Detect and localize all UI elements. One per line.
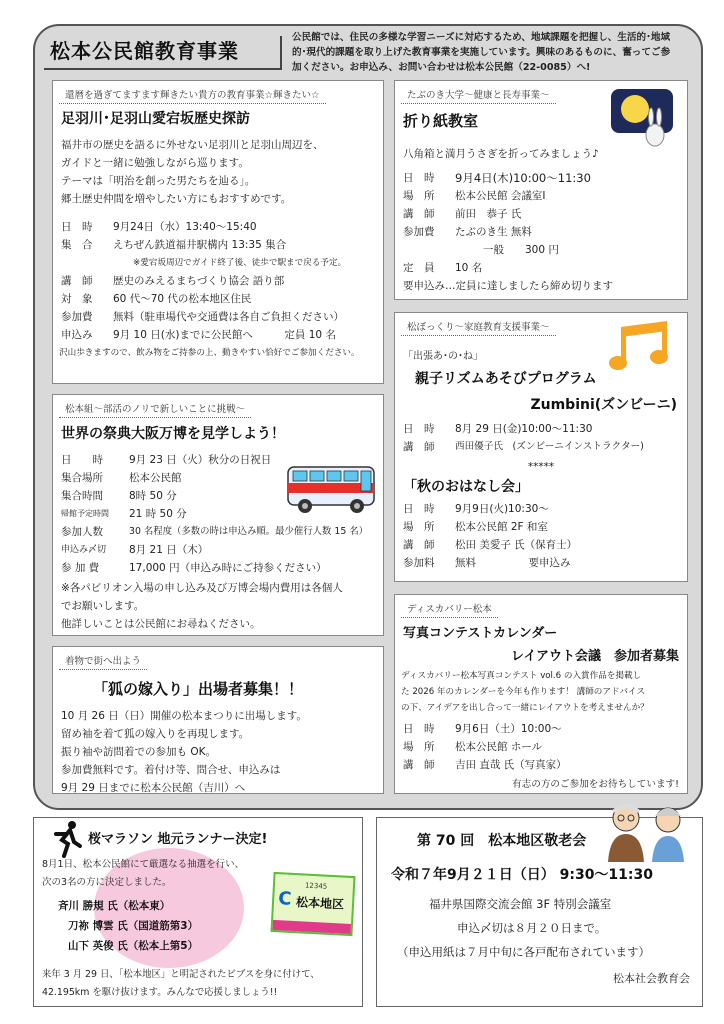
family-divider: ***** — [527, 461, 555, 473]
body-line: 参加費無料です。着付け等、問合せ、申込みは — [61, 764, 281, 776]
detail-value: 松本公民館 ホール — [455, 741, 543, 753]
desc-line: 公民館では、住民の多様な学習ニーズに対応するため、地域課題を把握し、生活的･地域 — [292, 32, 671, 43]
origami-intro: 八角箱と満月うさぎを折ってみましょう♪ — [403, 148, 599, 160]
detail-value: たぶのき生 無料 — [455, 226, 532, 238]
outro-line: 来年 3 月 29 日、「松本地区」と明記されたビブスを身に付けて、 — [42, 969, 320, 980]
family-details2 — [403, 500, 687, 572]
history-note: 沢山歩きますので、飲み物をご持参の上、動きやすい恰好でご参加ください。 — [59, 348, 360, 358]
detail-value: 吉田 直哉 氏（写真家） — [455, 759, 567, 771]
expo-card — [52, 394, 384, 636]
marathon-title: 桜マラソン 地元ランナー決定! — [88, 832, 268, 847]
detail-key: 場 所 — [403, 190, 435, 202]
discovery-title1: 写真コンテストカレンダー — [403, 626, 558, 641]
detail-value: 前田 恭子 氏 — [455, 208, 522, 220]
outro-line: 42.195km を駆け抜けます。みんなで応援しましょう!! — [42, 987, 278, 998]
expo-notes — [61, 579, 383, 633]
kitsune-card — [52, 646, 384, 794]
desc-line: 加ください。お申込み、お問い合わせは松本公民館（22-0085）へ! — [292, 62, 591, 73]
detail-key: 講 師 — [403, 759, 435, 771]
detail-row — [403, 241, 687, 259]
keirou-note: （申込用紙は７月中旬に各戸配布されています） — [397, 945, 650, 959]
detail-row — [61, 254, 383, 272]
detail-value: 9月 23 日（火）秋分の日祝日 — [129, 454, 272, 466]
detail-row — [403, 518, 687, 536]
detail-key: 日 時 — [61, 454, 103, 466]
desc-line: の下、アイデアを出し合って一緒にレイアウトを考えませんか？ — [401, 703, 649, 713]
detail-row — [403, 500, 687, 518]
bib-stripe — [273, 920, 351, 934]
header-description — [292, 30, 694, 75]
expo-tag: 松本組～部活のノリで新しいことに挑戦～ — [59, 399, 251, 418]
detail-row — [403, 756, 687, 774]
keirou-date: 令和７年9月２１日（日） 9:30～11:30 — [391, 867, 654, 883]
page-title: 松本公民館教育事業 — [44, 36, 282, 70]
body-line: 留め袖を着て狐の嫁入りを再現します。 — [61, 728, 250, 740]
detail-row — [61, 290, 383, 308]
detail-row — [61, 541, 383, 559]
detail-value: 9月4日(木)10:00～11:30 — [455, 171, 591, 185]
bus-icon — [285, 463, 379, 517]
detail-value: 9月24日（水）13:40～15:40 — [113, 221, 257, 233]
moon-rabbit-icon — [609, 87, 677, 149]
body-line: 振り袖や訪問着での参加も OK。 — [61, 746, 216, 758]
family-sub: 「出張あ･の･ね」 — [403, 351, 483, 362]
detail-value: 松田 美愛子 氏（保育士） — [455, 539, 578, 551]
discovery-card — [394, 594, 688, 794]
discovery-details — [403, 720, 687, 774]
bib-number: 12345 — [304, 881, 328, 891]
detail-value: 21 時 50 分 — [129, 508, 187, 520]
detail-row — [403, 554, 687, 572]
detail-key: 日 時 — [403, 723, 435, 735]
intro-line: テーマは「明治を創った男たちを辿る」。 — [61, 175, 256, 187]
detail-row — [403, 438, 687, 456]
detail-key: 集合時間 — [61, 490, 103, 502]
detail-value: 9月9日(火)10:30～ — [455, 503, 549, 515]
detail-key: 講 師 — [403, 441, 435, 453]
detail-value: 松本公民館 会議室Ⅰ — [455, 190, 546, 202]
detail-row — [403, 720, 687, 738]
keirou-card — [376, 817, 703, 1007]
keirou-org: 松本社会教育会 — [613, 972, 690, 985]
kitsune-body — [61, 707, 383, 797]
discovery-tag: ディスカバリー松本 — [401, 599, 498, 618]
bib-letter: C — [277, 888, 292, 910]
marathon-intro — [42, 856, 244, 892]
detail-row — [61, 308, 383, 326]
family-card — [394, 312, 688, 582]
family-tag: 松ぼっくり～家庭教育支援事業～ — [401, 317, 556, 336]
origami-tag: たぶのき大学～健康と長寿事業～ — [401, 85, 556, 104]
detail-row — [61, 272, 383, 290]
bib-text: 松本地区 — [295, 895, 345, 912]
history-title: 足羽川･足羽山愛宕坂歴史探訪 — [61, 111, 250, 127]
detail-key: 集 合 — [61, 239, 93, 251]
keirou-place: 福井県国際交流会館 3F 特別会議室 — [429, 897, 612, 911]
history-walk-card — [52, 80, 384, 384]
note-line: でお願いします。 — [61, 600, 145, 612]
detail-key: 場 所 — [403, 741, 435, 753]
body-line: 9月 29 日までに松本公民館（吉川）へ — [61, 782, 246, 794]
detail-value: 30 名程度（多数の時は申込み順。最少催行人数 15 名） — [129, 526, 369, 537]
marathon-outro — [42, 966, 320, 1002]
detail-value: 松本公民館 — [129, 472, 182, 484]
detail-key: 対 象 — [61, 293, 93, 305]
detail-key: 申込み — [61, 329, 93, 341]
intro-line: 福井市の歴史を語るに外せない足羽川と足羽山周辺を、 — [61, 139, 324, 151]
origami-note: 要申込み…定員に達しましたら締め切ります — [403, 280, 613, 292]
family-title3: 「秋のおはなし会」 — [403, 479, 529, 495]
detail-key: 場 所 — [403, 521, 435, 533]
elderly-couple-icon — [600, 798, 696, 864]
detail-key — [61, 254, 113, 272]
detail-row — [61, 559, 383, 577]
note-line: 他詳しいことは公民館にお尋ねください。 — [61, 618, 261, 630]
detail-row — [403, 169, 687, 187]
detail-row — [403, 187, 687, 205]
family-details1 — [403, 420, 687, 456]
intro-line: 郷土歴史仲間を増やしたい方にもおすすめです。 — [61, 193, 292, 205]
detail-key: 講 師 — [61, 275, 93, 287]
detail-value: 8時 50 分 — [129, 490, 177, 502]
detail-row — [403, 420, 687, 438]
detail-row — [61, 236, 383, 254]
detail-row — [61, 218, 383, 236]
kitsune-tag: 着物で街へ出よう — [59, 651, 147, 670]
detail-row — [403, 536, 687, 554]
desc-line: た 2026 年のカレンダーを今年も作ります！ 講師のアドバイス — [401, 687, 646, 697]
detail-key: 参加人数 — [61, 526, 103, 538]
detail-key: 申込み〆切 — [61, 545, 107, 555]
intro-line: 次の3名の方に決定しました。 — [42, 877, 172, 888]
history-intro — [61, 136, 383, 208]
detail-value: 10 名 — [455, 262, 483, 274]
family-title1: 親子リズムあそびプログラム — [415, 371, 597, 387]
history-tag: 還暦を過ぎてますます輝きたい貴方の教育事業☆輝きたい☆ — [59, 85, 326, 104]
detail-value: 8月 29 日(金)10:00～11:30 — [455, 423, 593, 435]
note-line: ※各パビリオン入場の申し込み及び万博会場内費用は各個人 — [61, 582, 343, 594]
detail-value: 9月 10 日(水)までに公民館へ 定員 10 名 — [113, 329, 336, 341]
origami-details — [403, 169, 687, 277]
body-line: 10 月 26 日（日）開催の松本まつりに出場します。 — [61, 710, 307, 722]
runner-item: 山下 英俊 氏（松本上第5） — [68, 940, 199, 952]
detail-value: えちぜん鉄道福井駅構内 13:35 集合 — [113, 239, 287, 251]
discovery-desc — [401, 668, 687, 716]
detail-key: 参 加 費 — [61, 562, 100, 574]
detail-key: 参加費 — [403, 226, 435, 238]
detail-key: 講 師 — [403, 539, 435, 551]
detail-row — [403, 738, 687, 756]
detail-value: ※愛宕坂周辺でガイド終了後、徒歩で駅まで戻る予定。 — [133, 258, 347, 268]
detail-key: 帰館予定時間 — [61, 509, 109, 518]
keirou-deadline: 申込〆切は８月２０日まで。 — [457, 921, 607, 935]
detail-value: 松本公民館 2F 和室 — [455, 521, 548, 533]
detail-key: 参加費 — [61, 311, 93, 323]
family-title2: Zumbini(ズンビーニ) — [530, 397, 677, 413]
runner-icon — [50, 820, 84, 858]
desc-line: 的･現代的課題を取り上げた教育事業を実施しています。興味のあるものに、奮ってご参 — [292, 47, 671, 58]
detail-value: 17,000 円（申込み時にご持参ください） — [129, 562, 327, 574]
detail-value: 8月 21 日（木） — [129, 544, 209, 556]
detail-key: 参加料 — [403, 557, 435, 569]
detail-key: 集合場所 — [61, 472, 103, 484]
expo-details — [61, 451, 383, 577]
detail-value: 60 代～70 代の松本地区住民 — [113, 293, 252, 305]
detail-key: 講 師 — [403, 208, 435, 220]
detail-key: 定 員 — [403, 262, 435, 274]
runner-list — [58, 896, 198, 956]
detail-value: 歴史のみえるまちづくり協会 語り部 — [113, 275, 285, 287]
detail-value: 9月6日（土）10:00～ — [455, 723, 562, 735]
discovery-closing: 有志の方のご参加をお待ちしています! — [512, 779, 679, 790]
bib-icon — [270, 872, 355, 936]
discovery-title2: レイアウト会議 参加者募集 — [511, 649, 679, 664]
detail-row — [403, 205, 687, 223]
music-note-icon — [607, 317, 673, 373]
intro-line: ガイドと一緒に勉強しながら巡ります。 — [61, 157, 249, 169]
marathon-card — [33, 817, 363, 1007]
expo-title: 世界の祭典大阪万博を見学しよう！ — [61, 426, 285, 442]
origami-card — [394, 80, 688, 300]
detail-row — [403, 223, 687, 241]
desc-line: ディスカバリー松本写真コンテスト vol.6 の入賞作品を掲載し — [401, 671, 642, 681]
detail-key — [403, 241, 455, 259]
origami-title: 折り紙教室 — [403, 112, 479, 130]
runner-item: 斉川 勝規 氏（松本東） — [58, 900, 171, 912]
detail-key: 日 時 — [61, 221, 93, 233]
keirou-title: 第 70 回 松本地区敬老会 — [417, 833, 587, 849]
detail-key: 日 時 — [403, 172, 435, 184]
detail-row — [61, 326, 383, 344]
detail-value: 無料 要申込み — [455, 557, 571, 569]
detail-row — [61, 523, 383, 541]
intro-line: 8月1日、松本公民館にて厳選なる抽選を行い、 — [42, 859, 245, 870]
runner-item: 刀祢 博雲 氏（国道筋第3） — [68, 920, 199, 932]
detail-value: 一般 300 円 — [483, 244, 559, 256]
detail-key: 日 時 — [403, 503, 435, 515]
detail-row — [403, 259, 687, 277]
detail-key: 日 時 — [403, 423, 435, 435]
detail-value: 西田優子氏 (ズンビーニインストラクター) — [455, 441, 644, 452]
detail-value: 無料（駐車場代や交通費は各自ご負担ください） — [113, 311, 344, 323]
kitsune-title: 「狐の嫁入り」出場者募集！！ — [93, 680, 304, 698]
history-details — [61, 218, 383, 344]
